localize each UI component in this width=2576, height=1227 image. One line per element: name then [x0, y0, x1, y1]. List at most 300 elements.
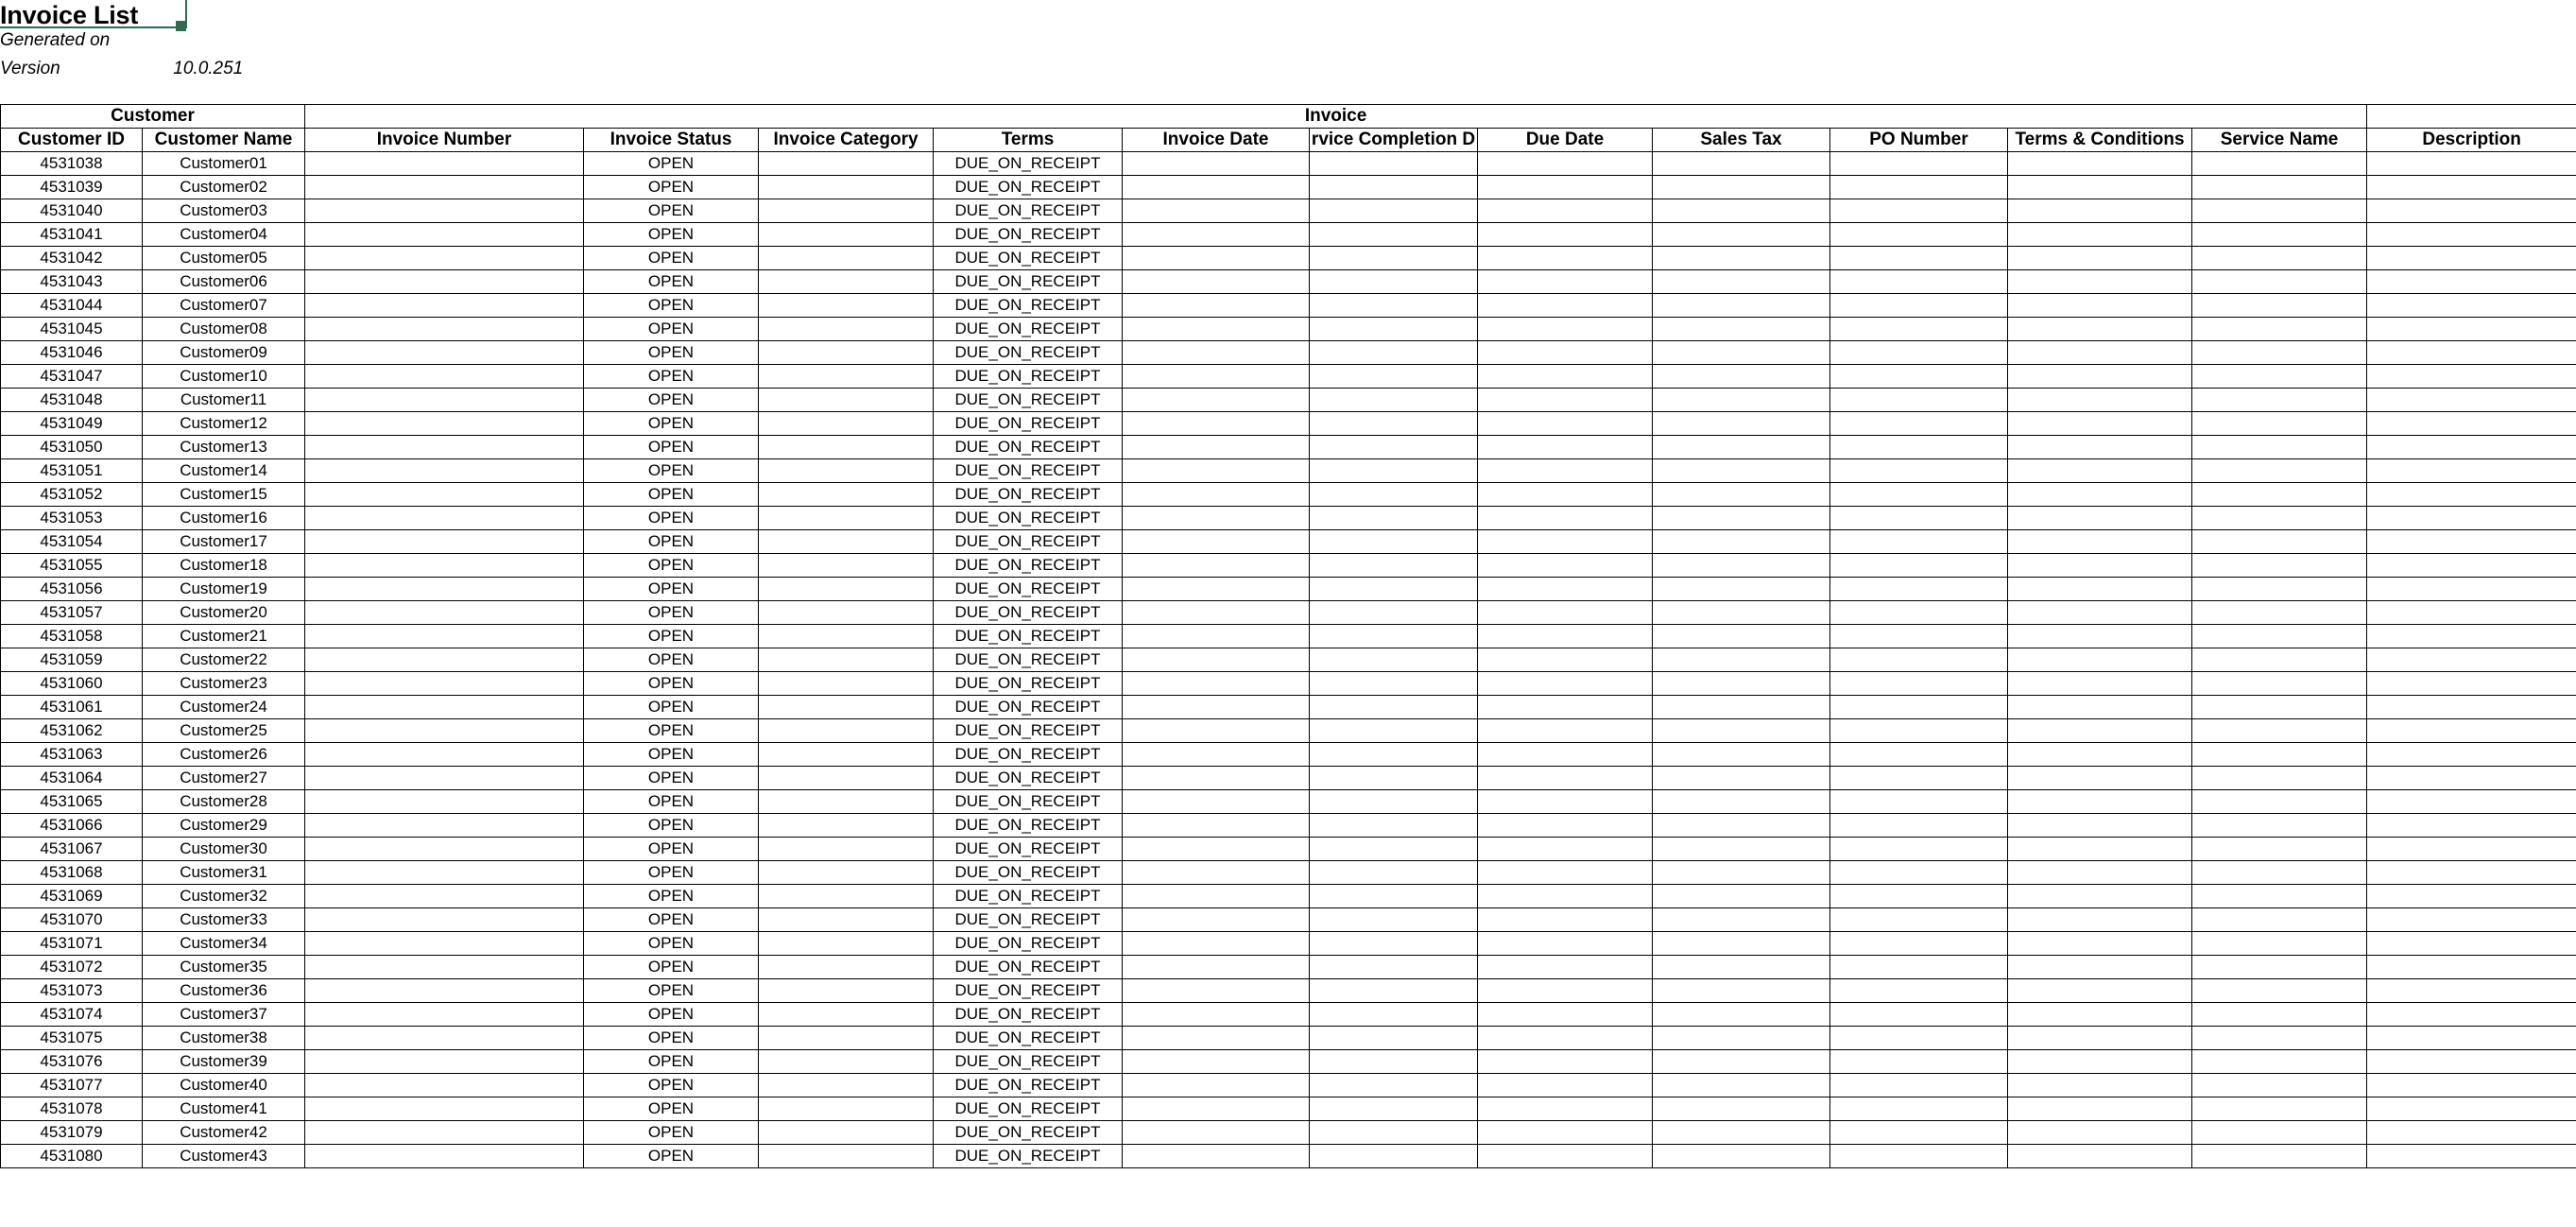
cell-terms[interactable]: DUE_ON_RECEIPT — [934, 176, 1123, 199]
cell-service-completion-date[interactable] — [1310, 672, 1478, 696]
cell-invoice-number[interactable] — [305, 956, 584, 979]
cell-description[interactable] — [2367, 365, 2576, 389]
cell-customer-name[interactable]: Customer05 — [143, 247, 305, 270]
cell-terms[interactable]: DUE_ON_RECEIPT — [934, 459, 1123, 483]
cell-sales-tax[interactable] — [1653, 199, 1830, 223]
cell-invoice-status[interactable]: OPEN — [584, 838, 759, 861]
cell-invoice-date[interactable] — [1123, 483, 1310, 507]
cell-service-name[interactable] — [2192, 341, 2367, 365]
cell-invoice-status[interactable]: OPEN — [584, 199, 759, 223]
cell-terms[interactable]: DUE_ON_RECEIPT — [934, 719, 1123, 743]
cell-invoice-date[interactable] — [1123, 507, 1310, 530]
cell-terms-conditions[interactable] — [2008, 1003, 2192, 1027]
cell-invoice-date[interactable] — [1123, 932, 1310, 956]
cell-terms[interactable]: DUE_ON_RECEIPT — [934, 743, 1123, 767]
cell-po-number[interactable] — [1830, 578, 2008, 601]
cell-terms[interactable]: DUE_ON_RECEIPT — [934, 1027, 1123, 1050]
cell-description[interactable] — [2367, 1003, 2576, 1027]
cell-terms[interactable]: DUE_ON_RECEIPT — [934, 199, 1123, 223]
cell-due-date[interactable] — [1478, 861, 1653, 885]
cell-sales-tax[interactable] — [1653, 838, 1830, 861]
cell-invoice-category[interactable] — [759, 152, 934, 176]
cell-terms-conditions[interactable] — [2008, 743, 2192, 767]
cell-invoice-number[interactable] — [305, 341, 584, 365]
cell-terms-conditions[interactable] — [2008, 247, 2192, 270]
fill-handle[interactable] — [176, 21, 186, 31]
cell-customer-id[interactable]: 4531059 — [1, 648, 143, 672]
cell-invoice-status[interactable]: OPEN — [584, 483, 759, 507]
cell-invoice-category[interactable] — [759, 1027, 934, 1050]
cell-customer-id[interactable]: 4531075 — [1, 1027, 143, 1050]
cell-invoice-date[interactable] — [1123, 908, 1310, 932]
cell-po-number[interactable] — [1830, 483, 2008, 507]
cell-customer-name[interactable]: Customer22 — [143, 648, 305, 672]
cell-invoice-status[interactable]: OPEN — [584, 223, 759, 247]
cell-invoice-status[interactable]: OPEN — [584, 1074, 759, 1097]
cell-description[interactable] — [2367, 625, 2576, 648]
cell-customer-id[interactable]: 4531073 — [1, 979, 143, 1003]
cell-invoice-date[interactable] — [1123, 459, 1310, 483]
cell-customer-name[interactable]: Customer26 — [143, 743, 305, 767]
cell-invoice-date[interactable] — [1123, 743, 1310, 767]
cell-terms-conditions[interactable] — [2008, 578, 2192, 601]
cell-customer-id[interactable]: 4531068 — [1, 861, 143, 885]
cell-customer-name[interactable]: Customer16 — [143, 507, 305, 530]
cell-sales-tax[interactable] — [1653, 459, 1830, 483]
cell-description[interactable] — [2367, 743, 2576, 767]
cell-invoice-number[interactable] — [305, 696, 584, 719]
cell-invoice-category[interactable] — [759, 1097, 934, 1121]
cell-customer-id[interactable]: 4531072 — [1, 956, 143, 979]
cell-due-date[interactable] — [1478, 767, 1653, 790]
cell-terms-conditions[interactable] — [2008, 956, 2192, 979]
cell-service-name[interactable] — [2192, 601, 2367, 625]
cell-description[interactable] — [2367, 223, 2576, 247]
cell-customer-name[interactable]: Customer20 — [143, 601, 305, 625]
cell-due-date[interactable] — [1478, 247, 1653, 270]
cell-po-number[interactable] — [1830, 1097, 2008, 1121]
page-title[interactable]: Invoice List — [0, 1, 139, 29]
cell-invoice-number[interactable] — [305, 719, 584, 743]
cell-terms[interactable]: DUE_ON_RECEIPT — [934, 1003, 1123, 1027]
cell-description[interactable] — [2367, 767, 2576, 790]
cell-invoice-category[interactable] — [759, 270, 934, 294]
cell-description[interactable] — [2367, 389, 2576, 412]
cell-customer-name[interactable]: Customer27 — [143, 767, 305, 790]
cell-invoice-category[interactable] — [759, 247, 934, 270]
cell-invoice-status[interactable]: OPEN — [584, 318, 759, 341]
cell-terms[interactable]: DUE_ON_RECEIPT — [934, 365, 1123, 389]
cell-service-name[interactable] — [2192, 1145, 2367, 1168]
cell-service-name[interactable] — [2192, 1003, 2367, 1027]
cell-sales-tax[interactable] — [1653, 578, 1830, 601]
cell-invoice-number[interactable] — [305, 1121, 584, 1145]
cell-due-date[interactable] — [1478, 1027, 1653, 1050]
cell-terms[interactable]: DUE_ON_RECEIPT — [934, 696, 1123, 719]
cell-due-date[interactable] — [1478, 625, 1653, 648]
cell-customer-name[interactable]: Customer13 — [143, 436, 305, 459]
cell-description[interactable] — [2367, 696, 2576, 719]
column-header-sales-tax[interactable]: Sales Tax — [1653, 129, 1830, 152]
cell-due-date[interactable] — [1478, 601, 1653, 625]
cell-customer-id[interactable]: 4531050 — [1, 436, 143, 459]
cell-po-number[interactable] — [1830, 365, 2008, 389]
cell-terms[interactable]: DUE_ON_RECEIPT — [934, 554, 1123, 578]
cell-customer-id[interactable]: 4531047 — [1, 365, 143, 389]
cell-customer-id[interactable]: 4531051 — [1, 459, 143, 483]
cell-invoice-date[interactable] — [1123, 176, 1310, 199]
cell-invoice-status[interactable]: OPEN — [584, 719, 759, 743]
cell-terms-conditions[interactable] — [2008, 1027, 2192, 1050]
cell-terms[interactable]: DUE_ON_RECEIPT — [934, 1121, 1123, 1145]
cell-invoice-status[interactable]: OPEN — [584, 1050, 759, 1074]
cell-terms[interactable]: DUE_ON_RECEIPT — [934, 932, 1123, 956]
cell-terms-conditions[interactable] — [2008, 648, 2192, 672]
cell-terms[interactable]: DUE_ON_RECEIPT — [934, 270, 1123, 294]
cell-customer-id[interactable]: 4531067 — [1, 838, 143, 861]
cell-invoice-status[interactable]: OPEN — [584, 979, 759, 1003]
cell-invoice-status[interactable]: OPEN — [584, 459, 759, 483]
cell-invoice-number[interactable] — [305, 223, 584, 247]
cell-customer-name[interactable]: Customer43 — [143, 1145, 305, 1168]
cell-sales-tax[interactable] — [1653, 247, 1830, 270]
cell-due-date[interactable] — [1478, 341, 1653, 365]
cell-service-name[interactable] — [2192, 365, 2367, 389]
cell-due-date[interactable] — [1478, 885, 1653, 908]
cell-invoice-number[interactable] — [305, 1003, 584, 1027]
cell-terms[interactable]: DUE_ON_RECEIPT — [934, 530, 1123, 554]
cell-customer-name[interactable]: Customer30 — [143, 838, 305, 861]
cell-service-name[interactable] — [2192, 648, 2367, 672]
cell-sales-tax[interactable] — [1653, 885, 1830, 908]
cell-service-completion-date[interactable] — [1310, 1121, 1478, 1145]
cell-terms-conditions[interactable] — [2008, 625, 2192, 648]
cell-customer-id[interactable]: 4531061 — [1, 696, 143, 719]
cell-invoice-category[interactable] — [759, 908, 934, 932]
cell-terms-conditions[interactable] — [2008, 294, 2192, 318]
cell-service-name[interactable] — [2192, 672, 2367, 696]
cell-service-completion-date[interactable] — [1310, 389, 1478, 412]
cell-service-completion-date[interactable] — [1310, 270, 1478, 294]
cell-terms-conditions[interactable] — [2008, 767, 2192, 790]
cell-invoice-category[interactable] — [759, 199, 934, 223]
cell-service-completion-date[interactable] — [1310, 530, 1478, 554]
cell-service-completion-date[interactable] — [1310, 507, 1478, 530]
cell-description[interactable] — [2367, 483, 2576, 507]
cell-invoice-date[interactable] — [1123, 696, 1310, 719]
cell-service-name[interactable] — [2192, 270, 2367, 294]
column-header-invoice-category[interactable]: Invoice Category — [759, 129, 934, 152]
cell-customer-id[interactable]: 4531045 — [1, 318, 143, 341]
cell-service-completion-date[interactable] — [1310, 861, 1478, 885]
cell-sales-tax[interactable] — [1653, 743, 1830, 767]
cell-invoice-number[interactable] — [305, 672, 584, 696]
cell-customer-name[interactable]: Customer03 — [143, 199, 305, 223]
cell-due-date[interactable] — [1478, 908, 1653, 932]
cell-po-number[interactable] — [1830, 885, 2008, 908]
cell-due-date[interactable] — [1478, 743, 1653, 767]
cell-invoice-status[interactable]: OPEN — [584, 247, 759, 270]
cell-po-number[interactable] — [1830, 530, 2008, 554]
cell-customer-name[interactable]: Customer02 — [143, 176, 305, 199]
cell-service-name[interactable] — [2192, 790, 2367, 814]
cell-terms-conditions[interactable] — [2008, 885, 2192, 908]
cell-invoice-category[interactable] — [759, 389, 934, 412]
cell-due-date[interactable] — [1478, 436, 1653, 459]
cell-invoice-number[interactable] — [305, 979, 584, 1003]
cell-service-name[interactable] — [2192, 247, 2367, 270]
cell-invoice-category[interactable] — [759, 814, 934, 838]
cell-due-date[interactable] — [1478, 554, 1653, 578]
cell-terms-conditions[interactable] — [2008, 696, 2192, 719]
cell-sales-tax[interactable] — [1653, 270, 1830, 294]
cell-terms[interactable]: DUE_ON_RECEIPT — [934, 412, 1123, 436]
cell-sales-tax[interactable] — [1653, 696, 1830, 719]
cell-invoice-date[interactable] — [1123, 625, 1310, 648]
cell-po-number[interactable] — [1830, 318, 2008, 341]
cell-description[interactable] — [2367, 318, 2576, 341]
cell-due-date[interactable] — [1478, 412, 1653, 436]
cell-invoice-date[interactable] — [1123, 601, 1310, 625]
cell-description[interactable] — [2367, 554, 2576, 578]
cell-terms[interactable]: DUE_ON_RECEIPT — [934, 861, 1123, 885]
cell-invoice-date[interactable] — [1123, 199, 1310, 223]
cell-due-date[interactable] — [1478, 719, 1653, 743]
cell-service-completion-date[interactable] — [1310, 1145, 1478, 1168]
cell-invoice-category[interactable] — [759, 696, 934, 719]
cell-service-name[interactable] — [2192, 199, 2367, 223]
cell-invoice-date[interactable] — [1123, 223, 1310, 247]
cell-due-date[interactable] — [1478, 318, 1653, 341]
cell-invoice-category[interactable] — [759, 719, 934, 743]
cell-terms-conditions[interactable] — [2008, 719, 2192, 743]
cell-description[interactable] — [2367, 790, 2576, 814]
cell-invoice-category[interactable] — [759, 861, 934, 885]
cell-due-date[interactable] — [1478, 838, 1653, 861]
cell-service-completion-date[interactable] — [1310, 1027, 1478, 1050]
cell-customer-name[interactable]: Customer25 — [143, 719, 305, 743]
cell-po-number[interactable] — [1830, 932, 2008, 956]
cell-invoice-date[interactable] — [1123, 861, 1310, 885]
cell-service-completion-date[interactable] — [1310, 365, 1478, 389]
cell-invoice-number[interactable] — [305, 247, 584, 270]
cell-invoice-status[interactable]: OPEN — [584, 885, 759, 908]
cell-invoice-number[interactable] — [305, 578, 584, 601]
cell-po-number[interactable] — [1830, 672, 2008, 696]
cell-customer-name[interactable]: Customer21 — [143, 625, 305, 648]
cell-po-number[interactable] — [1830, 767, 2008, 790]
cell-service-name[interactable] — [2192, 696, 2367, 719]
column-header-invoice-status[interactable]: Invoice Status — [584, 129, 759, 152]
cell-po-number[interactable] — [1830, 294, 2008, 318]
cell-service-completion-date[interactable] — [1310, 1097, 1478, 1121]
cell-invoice-category[interactable] — [759, 625, 934, 648]
cell-terms-conditions[interactable] — [2008, 341, 2192, 365]
cell-due-date[interactable] — [1478, 294, 1653, 318]
cell-service-completion-date[interactable] — [1310, 956, 1478, 979]
column-header-customer-id[interactable]: Customer ID — [1, 129, 143, 152]
cell-service-name[interactable] — [2192, 176, 2367, 199]
cell-customer-name[interactable]: Customer17 — [143, 530, 305, 554]
cell-terms-conditions[interactable] — [2008, 1121, 2192, 1145]
cell-po-number[interactable] — [1830, 956, 2008, 979]
cell-terms[interactable]: DUE_ON_RECEIPT — [934, 578, 1123, 601]
cell-invoice-status[interactable]: OPEN — [584, 436, 759, 459]
column-header-po-number[interactable]: PO Number — [1830, 129, 2008, 152]
cell-service-name[interactable] — [2192, 908, 2367, 932]
cell-terms[interactable]: DUE_ON_RECEIPT — [934, 814, 1123, 838]
cell-due-date[interactable] — [1478, 507, 1653, 530]
cell-description[interactable] — [2367, 1074, 2576, 1097]
cell-sales-tax[interactable] — [1653, 625, 1830, 648]
cell-invoice-category[interactable] — [759, 1145, 934, 1168]
cell-invoice-category[interactable] — [759, 1003, 934, 1027]
cell-po-number[interactable] — [1830, 1145, 2008, 1168]
cell-due-date[interactable] — [1478, 389, 1653, 412]
cell-po-number[interactable] — [1830, 412, 2008, 436]
cell-invoice-number[interactable] — [305, 365, 584, 389]
cell-terms-conditions[interactable] — [2008, 223, 2192, 247]
cell-service-name[interactable] — [2192, 152, 2367, 176]
cell-terms-conditions[interactable] — [2008, 152, 2192, 176]
cell-service-completion-date[interactable] — [1310, 1003, 1478, 1027]
cell-invoice-category[interactable] — [759, 1074, 934, 1097]
cell-invoice-status[interactable]: OPEN — [584, 1145, 759, 1168]
cell-invoice-date[interactable] — [1123, 554, 1310, 578]
cell-due-date[interactable] — [1478, 672, 1653, 696]
cell-invoice-status[interactable]: OPEN — [584, 601, 759, 625]
cell-po-number[interactable] — [1830, 908, 2008, 932]
cell-service-name[interactable] — [2192, 507, 2367, 530]
cell-invoice-date[interactable] — [1123, 365, 1310, 389]
cell-customer-name[interactable]: Customer12 — [143, 412, 305, 436]
cell-due-date[interactable] — [1478, 459, 1653, 483]
cell-invoice-category[interactable] — [759, 459, 934, 483]
cell-service-completion-date[interactable] — [1310, 318, 1478, 341]
cell-service-completion-date[interactable] — [1310, 601, 1478, 625]
cell-service-name[interactable] — [2192, 436, 2367, 459]
cell-sales-tax[interactable] — [1653, 979, 1830, 1003]
cell-service-completion-date[interactable] — [1310, 743, 1478, 767]
cell-invoice-date[interactable] — [1123, 1097, 1310, 1121]
cell-terms[interactable]: DUE_ON_RECEIPT — [934, 625, 1123, 648]
cell-invoice-category[interactable] — [759, 436, 934, 459]
cell-customer-id[interactable]: 4531052 — [1, 483, 143, 507]
column-header-terms-conditions[interactable]: Terms & Conditions — [2008, 129, 2192, 152]
cell-po-number[interactable] — [1830, 389, 2008, 412]
cell-terms-conditions[interactable] — [2008, 318, 2192, 341]
cell-terms[interactable]: DUE_ON_RECEIPT — [934, 294, 1123, 318]
cell-invoice-date[interactable] — [1123, 790, 1310, 814]
cell-terms[interactable]: DUE_ON_RECEIPT — [934, 1074, 1123, 1097]
cell-invoice-status[interactable]: OPEN — [584, 672, 759, 696]
cell-invoice-number[interactable] — [305, 483, 584, 507]
cell-invoice-category[interactable] — [759, 507, 934, 530]
cell-terms-conditions[interactable] — [2008, 176, 2192, 199]
cell-sales-tax[interactable] — [1653, 436, 1830, 459]
cell-terms[interactable]: DUE_ON_RECEIPT — [934, 507, 1123, 530]
cell-invoice-number[interactable] — [305, 814, 584, 838]
cell-service-completion-date[interactable] — [1310, 554, 1478, 578]
cell-terms-conditions[interactable] — [2008, 412, 2192, 436]
cell-invoice-date[interactable] — [1123, 389, 1310, 412]
cell-invoice-number[interactable] — [305, 412, 584, 436]
cell-customer-id[interactable]: 4531074 — [1, 1003, 143, 1027]
cell-due-date[interactable] — [1478, 956, 1653, 979]
cell-invoice-date[interactable] — [1123, 1145, 1310, 1168]
cell-invoice-category[interactable] — [759, 672, 934, 696]
cell-invoice-number[interactable] — [305, 507, 584, 530]
cell-invoice-status[interactable]: OPEN — [584, 625, 759, 648]
cell-invoice-number[interactable] — [305, 885, 584, 908]
cell-customer-name[interactable]: Customer40 — [143, 1074, 305, 1097]
cell-description[interactable] — [2367, 1050, 2576, 1074]
cell-customer-name[interactable]: Customer19 — [143, 578, 305, 601]
cell-customer-name[interactable]: Customer15 — [143, 483, 305, 507]
cell-invoice-number[interactable] — [305, 459, 584, 483]
cell-sales-tax[interactable] — [1653, 814, 1830, 838]
cell-invoice-status[interactable]: OPEN — [584, 1097, 759, 1121]
cell-po-number[interactable] — [1830, 790, 2008, 814]
cell-invoice-number[interactable] — [305, 838, 584, 861]
cell-sales-tax[interactable] — [1653, 601, 1830, 625]
cell-description[interactable] — [2367, 838, 2576, 861]
cell-invoice-date[interactable] — [1123, 412, 1310, 436]
cell-customer-id[interactable]: 4531078 — [1, 1097, 143, 1121]
cell-service-completion-date[interactable] — [1310, 932, 1478, 956]
cell-terms-conditions[interactable] — [2008, 908, 2192, 932]
cell-description[interactable] — [2367, 199, 2576, 223]
cell-customer-name[interactable]: Customer37 — [143, 1003, 305, 1027]
cell-invoice-number[interactable] — [305, 908, 584, 932]
cell-invoice-number[interactable] — [305, 152, 584, 176]
cell-invoice-number[interactable] — [305, 389, 584, 412]
cell-invoice-number[interactable] — [305, 790, 584, 814]
cell-invoice-date[interactable] — [1123, 956, 1310, 979]
cell-customer-id[interactable]: 4531080 — [1, 1145, 143, 1168]
cell-invoice-number[interactable] — [305, 625, 584, 648]
cell-po-number[interactable] — [1830, 861, 2008, 885]
cell-customer-id[interactable]: 4531069 — [1, 885, 143, 908]
cell-service-name[interactable] — [2192, 578, 2367, 601]
cell-invoice-number[interactable] — [305, 270, 584, 294]
cell-customer-name[interactable]: Customer39 — [143, 1050, 305, 1074]
cell-sales-tax[interactable] — [1653, 672, 1830, 696]
cell-po-number[interactable] — [1830, 1027, 2008, 1050]
column-header-description[interactable]: Description — [2367, 129, 2576, 152]
cell-customer-id[interactable]: 4531076 — [1, 1050, 143, 1074]
cell-invoice-number[interactable] — [305, 648, 584, 672]
cell-invoice-number[interactable] — [305, 743, 584, 767]
cell-invoice-number[interactable] — [305, 861, 584, 885]
cell-due-date[interactable] — [1478, 199, 1653, 223]
cell-due-date[interactable] — [1478, 1074, 1653, 1097]
cell-invoice-category[interactable] — [759, 885, 934, 908]
cell-service-name[interactable] — [2192, 389, 2367, 412]
cell-customer-name[interactable]: Customer01 — [143, 152, 305, 176]
cell-invoice-category[interactable] — [759, 318, 934, 341]
cell-po-number[interactable] — [1830, 1121, 2008, 1145]
cell-due-date[interactable] — [1478, 696, 1653, 719]
cell-customer-name[interactable]: Customer11 — [143, 389, 305, 412]
cell-invoice-status[interactable]: OPEN — [584, 908, 759, 932]
cell-sales-tax[interactable] — [1653, 648, 1830, 672]
cell-description[interactable] — [2367, 1121, 2576, 1145]
cell-service-completion-date[interactable] — [1310, 247, 1478, 270]
cell-due-date[interactable] — [1478, 365, 1653, 389]
cell-service-name[interactable] — [2192, 294, 2367, 318]
cell-customer-name[interactable]: Customer09 — [143, 341, 305, 365]
